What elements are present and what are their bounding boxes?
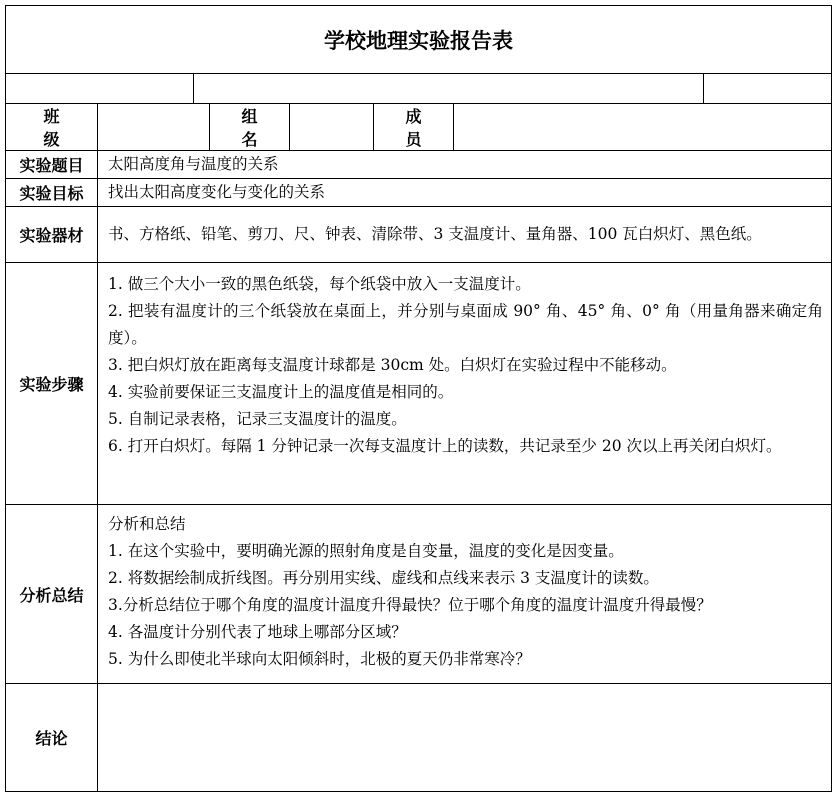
report-table — [5, 5, 832, 792]
report-title: 学校地理实验报告表 — [6, 6, 832, 74]
analysis-item: 5. 为什么即使北半球向太阳倾斜时，北极的夏天仍非常寒冷？ — [108, 650, 531, 668]
class-value-cell[interactable] — [98, 104, 210, 151]
members-label: 成 员 — [374, 104, 454, 151]
group-value-cell[interactable] — [290, 104, 374, 151]
blank-cell[interactable] — [704, 74, 832, 104]
step-item: 2. 把装有温度计的三个纸袋放在桌面上，并分别与桌面成 90° 角、45° 角、0° 角（用量角器来确定角度）。 — [108, 302, 823, 347]
analysis-list — [98, 505, 832, 684]
equipment-label: 实验器材 — [6, 207, 98, 263]
analysis-item: 1. 在这个实验中，要明确光源的照射角度是自变量，温度的变化是因变量。 — [108, 542, 624, 560]
group-label: 组 名 — [210, 104, 290, 151]
conclusion-label: 结论 — [6, 684, 98, 792]
steps-list — [98, 263, 832, 505]
goal-label: 实验目标 — [6, 179, 98, 207]
analysis-item: 4. 各温度计分别代表了地球上哪部分区域？ — [108, 623, 407, 641]
step-item: 1. 做三个大小一致的黑色纸袋，每个纸袋中放入一支温度计。 — [108, 275, 531, 293]
step-item: 3. 把白炽灯放在距离每支温度计球都是 30cm 处。白炽灯在实验过程中不能移动。 — [108, 356, 677, 374]
conclusion-value-cell[interactable] — [98, 684, 832, 792]
analysis-heading: 分析和总结 — [108, 515, 186, 533]
analysis-label: 分析总结 — [6, 505, 98, 684]
class-label: 班 级 — [6, 104, 98, 151]
topic-value: 太阳高度角与温度的关系 — [98, 151, 832, 179]
step-item: 4. 实验前要保证三支温度计上的温度值是相同的。 — [108, 383, 454, 401]
members-value-cell[interactable] — [454, 104, 832, 151]
blank-cell[interactable] — [6, 74, 194, 104]
step-item: 5. 自制记录表格，记录三支温度计的温度。 — [108, 410, 407, 428]
step-item: 6. 打开白炽灯。每隔 1 分钟记录一次每支温度计上的读数，共记录至少 20 次以上再关闭白炽灯。 — [108, 437, 782, 455]
topic-label: 实验题目 — [6, 151, 98, 179]
analysis-item: 3.分析总结位于哪个角度的温度计温度升得最快？位于哪个角度的温度计温度升得最慢？ — [108, 596, 712, 614]
goal-value: 找出太阳高度变化与变化的关系 — [98, 179, 832, 207]
analysis-item: 2. 将数据绘制成折线图。再分别用实线、虚线和点线来表示 3 支温度计的读数。 — [108, 569, 659, 587]
blank-cell[interactable] — [194, 74, 704, 104]
steps-label: 实验步骤 — [6, 263, 98, 505]
equipment-value: 书、方格纸、铅笔、剪刀、尺、钟表、清除带、3 支温度计、量角器、100 瓦白炽灯、黑色纸。 — [98, 207, 832, 263]
